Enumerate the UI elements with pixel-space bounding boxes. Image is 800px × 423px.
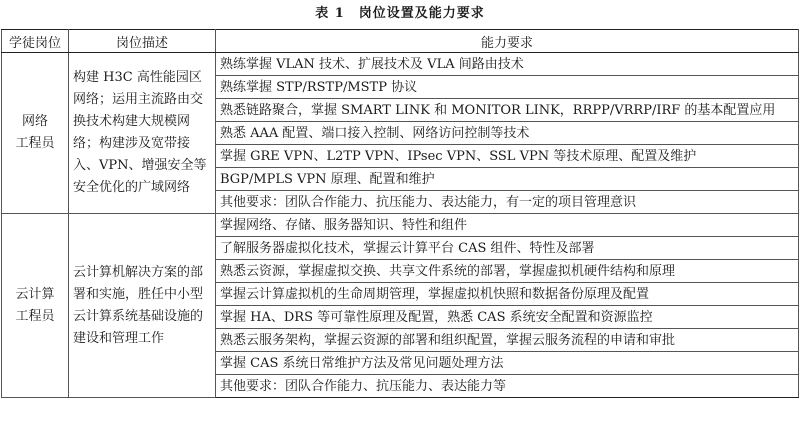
requirement-cell: 熟练掌握 STP/RSTP/MSTP 协议 <box>216 76 799 99</box>
table-row <box>2 53 799 76</box>
table-caption: 表 1 岗位设置及能力要求 <box>315 6 485 21</box>
requirement-cell: 熟悉云服务架构，掌握云资源的部署和组织配置，掌握云服务流程的申请和审批 <box>216 329 799 352</box>
header-description: 岗位描述 <box>69 30 216 53</box>
requirement-cell: 了解服务器虚拟化技术，掌握云计算平台 CAS 组件、特性及部署 <box>216 237 799 260</box>
role-name-line: 工程员 <box>15 308 55 324</box>
requirement-cell: 掌握 GRE VPN、L2TP VPN、IPsec VPN、SSL VPN 等技术原理、配置及维护 <box>216 145 799 168</box>
requirement-cell: 熟练掌握 VLAN 技术、扩展技术及 VLA 间路由技术 <box>216 53 799 76</box>
role-name-line: 云计算 <box>15 286 55 302</box>
header-row <box>2 30 799 53</box>
role-cell-cloud <box>2 214 69 398</box>
role-name-line: 工程员 <box>15 136 55 151</box>
requirement-cell: BGP/MPLS VPN 原理、配置和维护 <box>216 168 799 191</box>
requirement-cell: 掌握网络、存储、服务器知识、特性和组件 <box>216 214 799 237</box>
role-cell-network <box>2 53 69 214</box>
header-role: 学徒岗位 <box>2 30 69 53</box>
requirement-cell: 掌握云计算虚拟机的生命周期管理，掌握虚拟机快照和数据备份原理及配置 <box>216 283 799 306</box>
requirement-cell: 熟悉链路聚合，掌握 SMART LINK 和 MONITOR LINK，RRPP/VRRP/IRF 的基本配置应用 <box>216 99 799 122</box>
requirement-cell: 其他要求：团队合作能力、抗压能力、表达能力，有一定的项目管理意识 <box>216 191 799 214</box>
requirement-cell: 掌握 CAS 系统日常维护方法及常见问题处理方法 <box>216 352 799 375</box>
role-name-line: 网络 <box>21 114 48 129</box>
description-cell-cloud: 云计算机解决方案的部署和实施，胜任中小型云计算系统基础设施的建设和管理工作 <box>69 214 216 398</box>
requirement-cell: 熟悉 AAA 配置、端口接入控制、网络访问控制等技术 <box>216 122 799 145</box>
description-cell-network: 构建 H3C 高性能园区网络；运用主流路由交换技术构建大规模网络；构建涉及宽带接入、VPN、增强安全等安全优化的广域网络 <box>69 53 216 214</box>
requirement-cell: 其他要求：团队合作能力、抗压能力、表达能力等 <box>216 375 799 398</box>
requirement-cell: 熟悉云资源，掌握虚拟交换、共享文件系统的部署，掌握虚拟机硬件结构和原理 <box>216 260 799 283</box>
position-requirements-table <box>1 29 799 398</box>
header-requirements: 能力要求 <box>216 30 799 53</box>
table-row <box>2 214 799 237</box>
requirement-cell: 掌握 HA、DRS 等可靠性原理及配置，熟悉 CAS 系统安全配置和资源监控 <box>216 306 799 329</box>
